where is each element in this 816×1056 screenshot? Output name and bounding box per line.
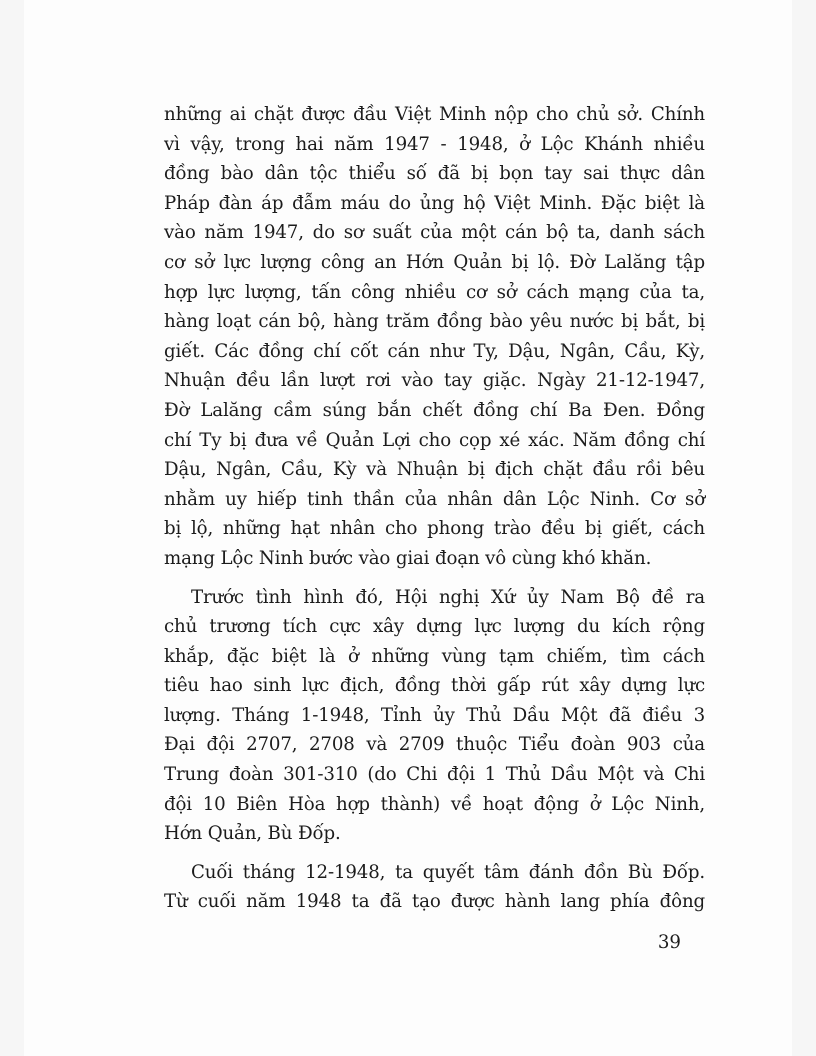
text-line: Cuối tháng 12-1948, ta quyết tâm đánh đồn Bù Đốp.	[191, 861, 705, 883]
text-line: Nhuận đều lần lượt rơi vào tay giặc. Ngày 21-12-1947,	[164, 370, 705, 392]
text-line: hợp lực lượng, tấn công nhiều cơ sở cách mạng của ta,	[164, 281, 705, 303]
text-line: tiêu hao sinh lực địch, đồng thời gấp rút xây dựng lực	[164, 675, 705, 697]
paragraph	[164, 858, 705, 917]
body-text	[164, 100, 705, 917]
paragraph	[164, 583, 705, 849]
text-line: khắp, đặc biệt là ở những vùng tạm chiếm, tìm cách	[164, 645, 705, 667]
text-line: chí Ty bị đưa về Quản Lợi cho cọp xé xác. Năm đồng chí	[164, 429, 705, 451]
text-line: vì vậy, trong hai năm 1947 - 1948, ở Lộc Khánh nhiều	[164, 133, 705, 155]
text-line: cơ sở lực lượng công an Hớn Quản bị lộ. Đờ Lalăng tập	[164, 251, 705, 273]
paragraph-gap	[164, 574, 705, 583]
text-line: hàng loạt cán bộ, hàng trăm đồng bào yêu nước bị bắt, bị	[164, 311, 705, 333]
text-line: vào năm 1947, do sơ suất của một cán bộ ta, danh sách	[164, 222, 705, 244]
text-line: Dậu, Ngân, Cầu, Kỳ và Nhuận bị địch chặt đầu rồi bêu	[164, 459, 705, 481]
text-line: những ai chặt được đầu Việt Minh nộp cho chủ sở. Chính	[164, 104, 705, 125]
book-page	[24, 0, 792, 1056]
page-number: 39	[657, 932, 681, 953]
paragraph	[164, 100, 705, 574]
text-line: Trước tình hình đó, Hội nghị Xứ ủy Nam Bộ đề ra	[191, 586, 705, 608]
text-line: chủ trương tích cực xây dựng lực lượng du kích rộng	[164, 616, 705, 638]
text-line: nhằm uy hiếp tinh thần của nhân dân Lộc Ninh. Cơ sở	[164, 488, 705, 510]
text-line: lượng. Tháng 1-1948, Tỉnh ủy Thủ Dầu Một đã điều 3	[164, 704, 705, 726]
text-line: Đại đội 2707, 2708 và 2709 thuộc Tiểu đoàn 903 của	[164, 734, 705, 756]
text-line: mạng Lộc Ninh bước vào giai đoạn vô cùng khó khăn.	[164, 547, 652, 569]
paragraph-gap	[164, 849, 705, 858]
text-line: Trung đoàn 301-310 (do Chi đội 1 Thủ Dầu Một và Chi	[164, 764, 705, 786]
text-line: Hớn Quản, Bù Đốp.	[164, 823, 341, 845]
text-line: Pháp đàn áp đẫm máu do ủng hộ Việt Minh. Đặc biệt là	[164, 192, 705, 214]
text-line: bị lộ, những hạt nhân cho phong trào đều bị giết, cách	[164, 518, 705, 540]
text-line: Đờ Lalăng cầm súng bắn chết đồng chí Ba Đen. Đồng	[164, 399, 705, 421]
text-line: đội 10 Biên Hòa hợp thành) về hoạt động ở Lộc Ninh,	[164, 793, 705, 815]
text-line: giết. Các đồng chí cốt cán như Ty, Dậu, Ngân, Cầu, Kỳ,	[164, 340, 705, 362]
text-line: Từ cuối năm 1948 ta đã tạo được hành lang phía đông	[164, 891, 705, 913]
text-line: đồng bào dân tộc thiểu số đã bị bọn tay sai thực dân	[164, 163, 705, 185]
